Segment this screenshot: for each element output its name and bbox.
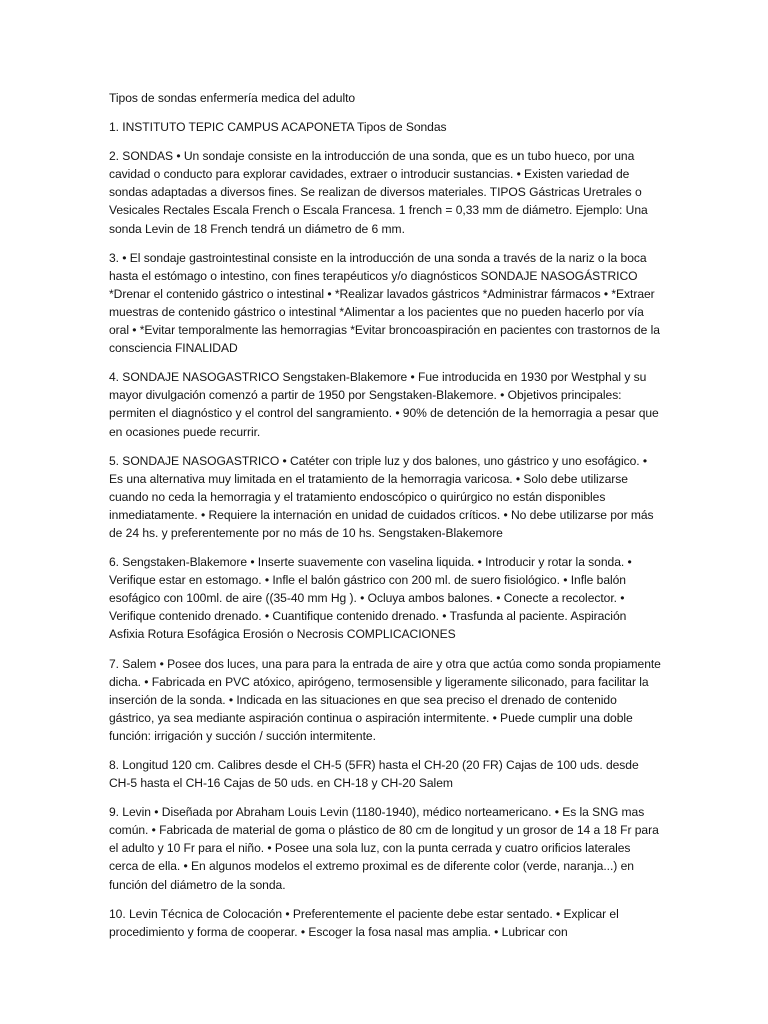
paragraph-6: 6. Sengstaken-Blakemore • Inserte suavemente con vaselina liquida. • Introducir y rotar la sonda. • Verifique estar en estomago. • Infle el balón gástrico con 200 ml. de suero fisiológico. • Infle balón esofágico con 100ml. de aire ((35-40 mm Hg ). • Ocluya ambos balones. • Conecte a recolector. • Verifique contenido drenado. • Cuantifique contenido drenado. • Trasfunda al paciente. Aspiración Asfixia Rotura Esofágica Erosión o Necrosis COMPLICACIONES (109, 555, 632, 642)
paragraph-8: 8. Longitud 120 cm. Calibres desde el CH-5 (5FR) hasta el CH-20 (20 FR) Cajas de 100 uds. desde CH-5 hasta el CH-16 Cajas de 50 uds. en CH-18 y CH-20 Salem (109, 758, 639, 791)
document-title: Tipos de sondas enfermería medica del adulto (109, 91, 356, 105)
paragraph-2: 2. SONDAS • Un sondaje consiste en la introducción de una sonda, que es un tubo hueco, por una cavidad o conducto para explorar cavidades, extraer o introducir sustancias. • Existen variedad de sondas adaptadas a diversos fines. Se realizan de diversos materiales. TIPOS Gástricas Uretrales o Vesicales Rectales Escala French o Escala Francesa. 1 french = 0,33 mm de diámetro. Ejemplo: Una sonda Levin de 18 French tendrá un diámetro de 6 mm. (109, 149, 648, 236)
paragraph-5: 5. SONDAJE NASOGASTRICO • Catéter con triple luz y dos balones, uno gástrico y uno esofágico. • Es una alternativa muy limitada en el tratamiento de la hemorragia varicosa. • Solo debe utilizarse cuando no ceda la hemorragia y el tratamiento endoscópico o quirúrgico no están disponibles inmediatamente. • Requiere la internación en unidad de cuidados críticos. • No debe utilizarse por más de 24 hs. y preferentemente por no más de 10 hs. Sengstaken-Blakemore (109, 453, 654, 540)
paragraph-3: 3. • El sondaje gastrointestinal consiste en la introducción de una sonda a través de la nariz o la boca hasta el estómago o intestino, con fines terapéuticos y/o diagnósticos SONDAJE NASOGÁSTRICO *Drenar el contenido gástrico o intestinal • *Realizar lavados gástricos *Administrar fármacos • *Extraer muestras de contenido gástrico o intestinal *Alimentar a los pacientes que no pueden hacerlo por vía oral • *Evitar temporalmente las hemorragias *Evitar broncoaspiración en pacientes con trastornos de la consciencia FINALIDAD (109, 250, 660, 356)
paragraph-7: 7. Salem • Posee dos luces, una para para la entrada de aire y otra que actúa como sonda propiamente dicha. • Fabricada en PVC atóxico, apirógeno, termosensible y ligeramente siliconado, para facilitar la inserción de la sonda. • Indicada en las situaciones en que sea preciso el drenado de contenido gástrico, ya sea mediante aspiración continua o aspiración intermitente. • Puede cumplir una doble función: irrigación y succión / succión intermitente. (109, 656, 661, 743)
paragraph-10: 10. Levin Técnica de Colocación • Preferentemente el paciente debe estar sentado. • Explicar el procedimiento y forma de cooperar. • Escoger la fosa nasal mas amplia. • Lubricar con (109, 906, 619, 939)
paragraph-9: 9. Levin • Diseñada por Abraham Louis Levin (1180-1940), médico norteamericano. • Es la SNG mas común. • Fabricada de material de goma o plástico de 80 cm de longitud y un grosor de 14 a 18 Fr para el adulto y 10 Fr para el niño. • Posee una sola luz, con la punta cerrada y cuatro orificios laterales cerca de ella. • En algunos modelos el extremo proximal es de diferente color (verde, naranja...) en función del diámetro de la sonda. (109, 805, 659, 892)
document-page (109, 89, 661, 941)
paragraph-4: 4. SONDAJE NASOGASTRICO Sengstaken-Blakemore • Fue introducida en 1930 por Westphal y su mayor divulgación comenzó a partir de 1950 por Sengstaken-Blakemore. • Objetivos principales: permiten el diagnóstico y el control del sangramiento. • 90% de detención de la hemorragia a pesar que en ocasiones puede recurrir. (109, 370, 659, 439)
paragraph-1: 1. INSTITUTO TEPIC CAMPUS ACAPONETA Tipos de Sondas (109, 120, 447, 135)
